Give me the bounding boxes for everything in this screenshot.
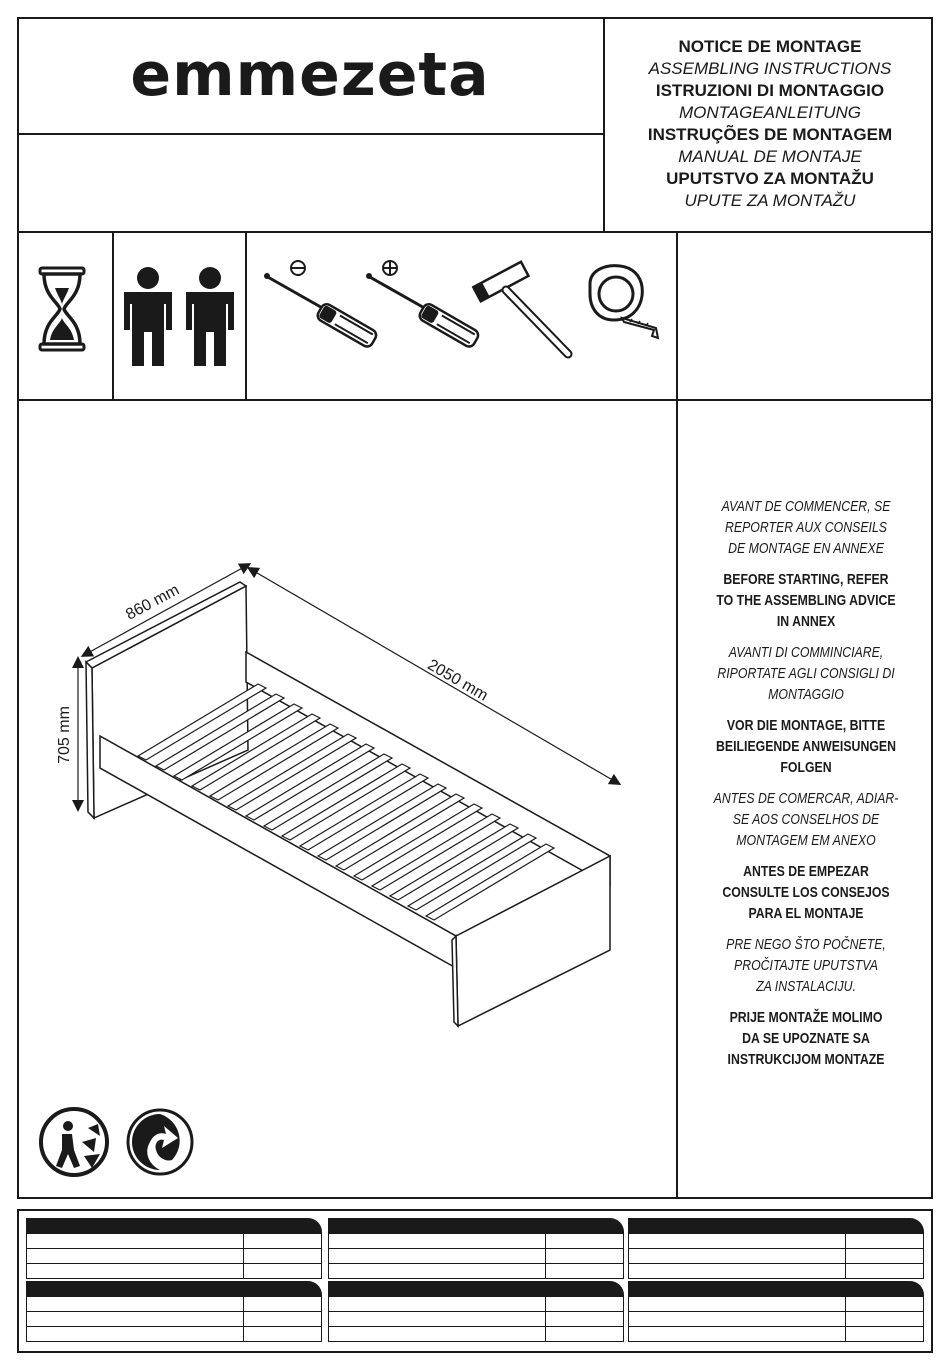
title-en: ASSEMBLING INSTRUCTIONS — [648, 59, 892, 78]
title-sr: UPUTSTVO ZA MONTAŽU — [666, 169, 874, 188]
hammer-icon — [470, 260, 576, 360]
note-pt: ANTES DE COMERCAR, ADIAR- SE AOS CONSELHOS DE MONTAGEM EM ANEXO — [713, 790, 899, 849]
length-dimension-label: 2050 mm — [424, 656, 491, 705]
tools-bottom-line — [17, 399, 933, 401]
height-dimension-label: 705 mm — [55, 706, 73, 764]
assembly-notes — [679, 496, 933, 1080]
tools-divider-2 — [245, 231, 247, 401]
note-es: ANTES DE EMPEZAR CONSULTE LOS CONSEJOS PARA EL MONTAJE — [722, 863, 890, 922]
title-fr: NOTICE DE MONTAGE — [678, 37, 862, 56]
width-dimension-label: 860 mm — [123, 581, 183, 624]
parts-table-6 — [628, 1281, 924, 1342]
title-hr: UPUTE ZA MONTAŽU — [684, 191, 856, 210]
header-divider — [17, 133, 605, 135]
note-en: BEFORE STARTING, REFER TO THE ASSEMBLING ADVICE IN ANNEX — [716, 571, 896, 630]
title-es: MANUAL DE MONTAJE — [678, 147, 862, 166]
note-hr: PRIJE MONTAŽE MOLIMO DA SE UPOZNATE SA INSTRUKCIJOM MONTAZE — [727, 1009, 885, 1068]
green-dot-icon — [126, 1108, 194, 1176]
parts-table-4 — [26, 1281, 322, 1342]
note-it: AVANTI DI COMMINCIARE, RIPORTATE AGLI CONSIGLI DI MONTAGGIO — [717, 644, 895, 703]
note-de: VOR DIE MONTAGE, BITTE BEILIEGENDE ANWEISUNGEN FOLGEN — [716, 717, 896, 776]
parts-table-1 — [26, 1218, 322, 1279]
parts-table-2 — [328, 1218, 624, 1279]
title-pt: INSTRUÇÕES DE MONTAGEM — [647, 125, 893, 144]
notes-column-divider — [676, 231, 678, 1199]
parts-table-5 — [328, 1281, 624, 1342]
header-bottom-line — [17, 231, 933, 233]
hourglass-icon — [36, 266, 88, 352]
tape-measure-icon — [582, 262, 666, 342]
title-column-divider — [603, 17, 605, 233]
phillips-screwdriver-icon — [362, 258, 486, 354]
brand-logo: emmezeta — [130, 40, 490, 110]
note-fr: AVANT DE COMMENCER, SE REPORTER AUX CONSEILS DE MONTAGE EN ANNEXE — [721, 498, 891, 557]
title-it: ISTRUZIONI DI MONTAGGIO — [655, 81, 885, 100]
two-persons-icon — [118, 264, 240, 368]
recycle-person-icon — [38, 1106, 110, 1178]
bed-illustration — [60, 556, 630, 1034]
title-list — [607, 36, 933, 212]
title-de: MONTAGEANLEITUNG — [679, 103, 861, 122]
note-sr: PRE NEGO ŠTO POČNETE, PROČITAJTE UPUTSTVA ZA INSTALACIJU. — [726, 936, 886, 995]
parts-table-3 — [628, 1218, 924, 1279]
tools-divider-1 — [112, 231, 114, 401]
